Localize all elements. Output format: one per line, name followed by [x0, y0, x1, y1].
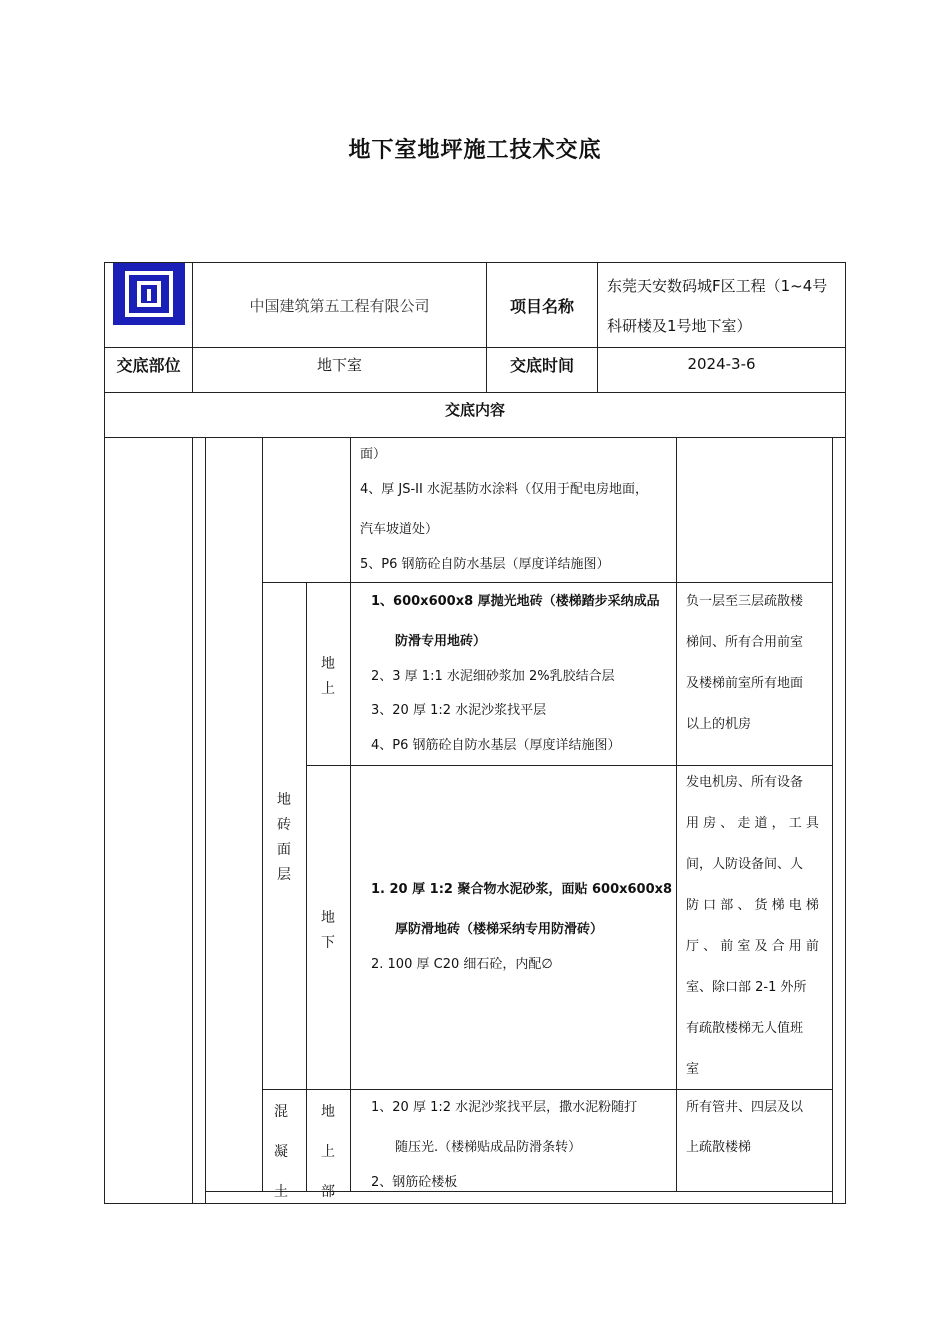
concrete-label: 混 凝 土 — [274, 1104, 288, 1200]
scope-line: 上疏散楼梯 — [686, 1140, 752, 1155]
below-ground-label: 地 下 — [321, 910, 335, 951]
scope-line: 用 房 、 走 道 ， 工 具 — [686, 816, 819, 831]
project-name: 东莞天安数码城F区工程（1~4号科研楼及1号地下室） — [607, 277, 828, 335]
col-divider — [205, 437, 206, 1204]
spec-line: 汽车坡道处） — [360, 522, 439, 537]
col-divider — [192, 437, 193, 1204]
scope-line: 及楼梯前室所有地面 — [686, 676, 804, 691]
company-name: 中国建筑第五工程有限公司 — [249, 296, 430, 315]
time-value: 2024-3-6 — [687, 355, 756, 373]
col-divider — [350, 437, 351, 1191]
time-label: 交底时间 — [509, 355, 574, 375]
scope-line: 室、除口部 2-1 外所 — [686, 980, 807, 995]
location-value: 地下室 — [316, 355, 362, 374]
spec-line: 5、P6 钢筋砼自防水基层（厚度详结施图） — [360, 557, 610, 572]
col-divider — [262, 437, 263, 1191]
scope-line: 以上的机房 — [686, 717, 752, 732]
spec-line: 2. 100 厚 C20 细石砼，内配∅ — [371, 957, 553, 972]
spec-line: 面） — [360, 447, 387, 462]
spec-line: 4、P6 钢筋砼自防水基层（厚度详结施图） — [371, 738, 621, 753]
scope-line: 有疏散楼梯无人值班 — [686, 1021, 804, 1036]
col-divider — [832, 437, 833, 1204]
spec-line: 1、20 厚 1:2 水泥沙浆找平层，撒水泥粉随打 — [371, 1100, 638, 1115]
scope-line: 室 — [686, 1062, 700, 1077]
above-ground-label: 地 上 — [321, 656, 335, 697]
concrete-sub-label: 地 上 部 — [321, 1104, 335, 1200]
spec-line: 3、20 厚 1:2 水泥沙浆找平层 — [371, 703, 547, 718]
scope-line: 负一层至三层疏散楼 — [686, 594, 804, 609]
scope-line: 发电机房、所有设备 — [686, 775, 804, 790]
scope-line: 梯间、所有合用前室 — [686, 635, 804, 650]
row-divider — [262, 1089, 832, 1090]
tile-layer-label: 地 砖 面 层 — [277, 792, 291, 883]
scope-line: 间，人防设备间、人 — [686, 857, 804, 872]
content-label: 交底内容 — [444, 400, 505, 419]
project-label: 项目名称 — [509, 296, 574, 316]
scope-line: 厅 、 前 室 及 合 用 前 — [686, 939, 819, 954]
spec-line: 2、3 厚 1:1 水泥细砂浆加 2%乳胶结合层 — [371, 669, 615, 684]
row-divider — [104, 437, 846, 438]
company-logo — [113, 263, 185, 325]
spec-line: 4、厚 JS-II 水泥基防水涂料（仅用于配电房地面， — [360, 482, 648, 497]
page-title: 地下室地坪施工技术交底 — [348, 138, 602, 163]
spec-line: 厚防滑地砖（楼梯采纳专用防滑砖） — [395, 922, 604, 937]
spec-line: 防滑专用地砖） — [395, 634, 487, 649]
scope-line: 防 口 部 、 货 梯 电 梯 — [686, 898, 819, 913]
row-divider — [262, 582, 832, 583]
scope-line: 所有管井、四层及以 — [686, 1100, 804, 1115]
spec-line: 1. 20 厚 1:2 聚合物水泥砂浆，面贴 600x600x8 — [371, 882, 673, 897]
location-label: 交底部位 — [116, 355, 181, 375]
spec-line: 随压光.（楼梯贴成品防滑条转） — [395, 1140, 582, 1155]
spec-line: 1、600x600x8 厚抛光地砖（楼梯踏步采纳成品 — [371, 594, 660, 609]
col-divider — [306, 582, 307, 1191]
row-divider — [306, 765, 832, 766]
row-divider — [205, 1191, 832, 1192]
col-divider — [676, 437, 677, 1191]
spec-line: 2、钢筋砼楼板 — [371, 1175, 458, 1190]
